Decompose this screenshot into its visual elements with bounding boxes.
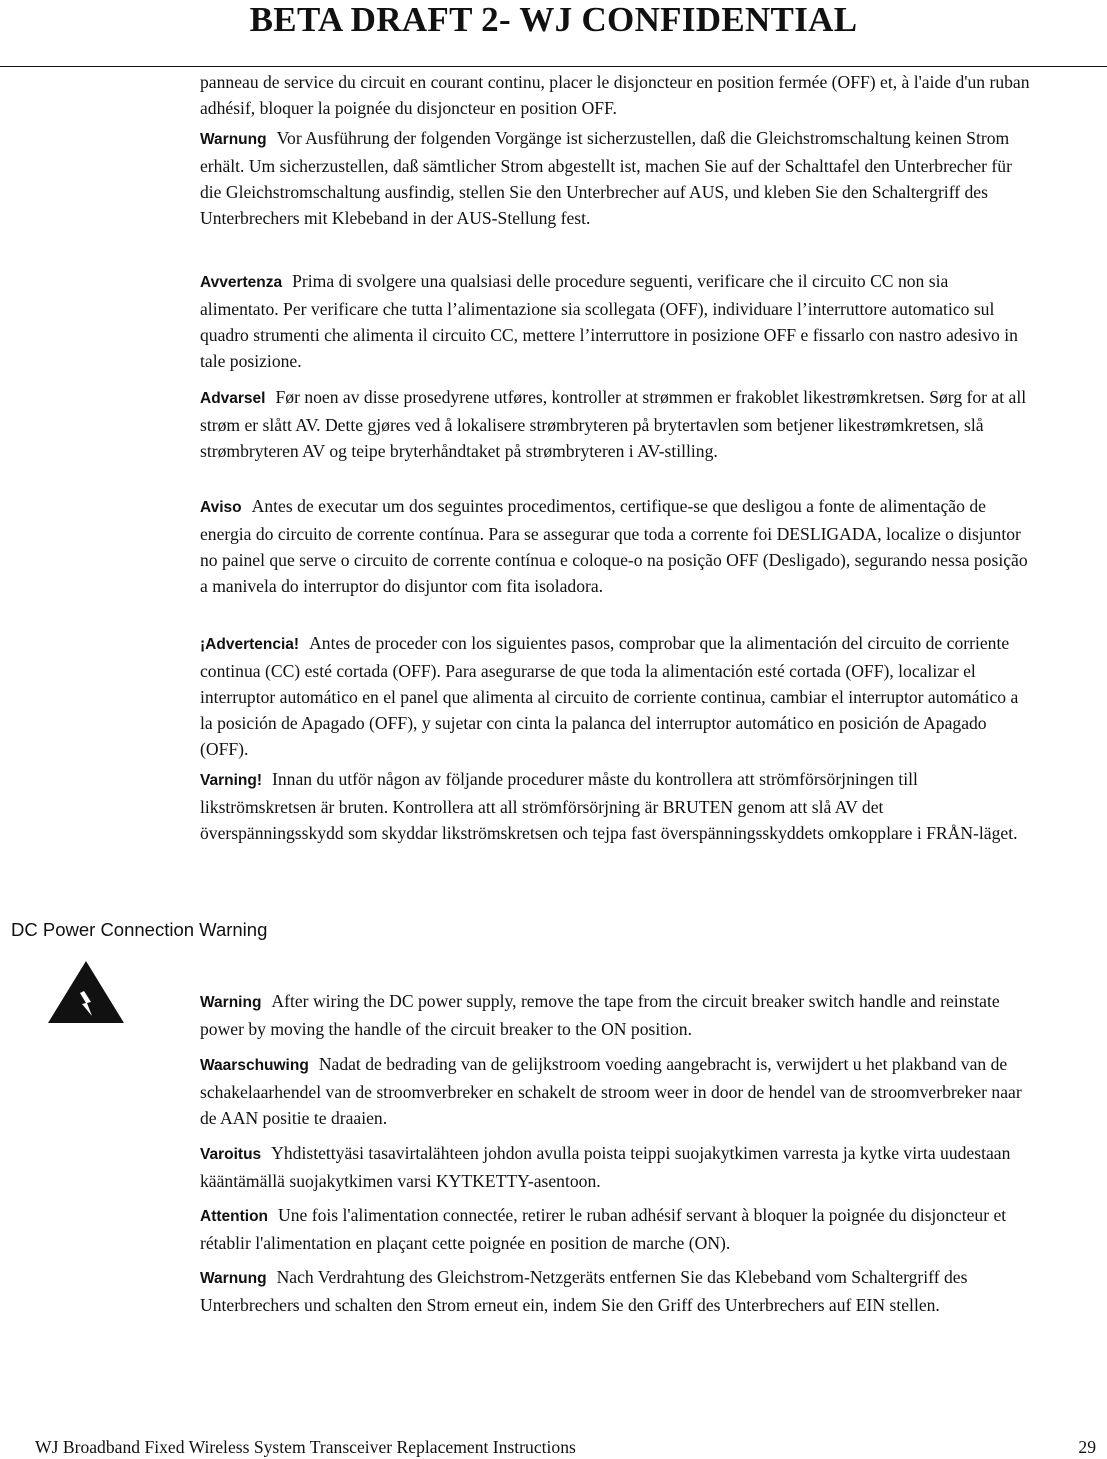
warning-label: Warnung bbox=[200, 131, 267, 148]
dc-warning-fr bbox=[200, 1202, 1030, 1256]
warning-text: Før noen av disse prosedyrene utføres, kontroller at strømmen er frakoblet likestrømkretsen. Sørg for at all strøm er slått AV. Dette gjøres ved å lokalisere strømbryteren på brytertavlen som betjener likestrømkretsen, slå strømbryteren AV og teipe bryterhåndtaket på strømbryteren i AV-stilling. bbox=[200, 387, 1027, 461]
warning-de bbox=[200, 125, 1030, 231]
warning-label: Waarschuwing bbox=[200, 1057, 309, 1074]
warning-label: Aviso bbox=[200, 499, 242, 516]
warning-text: After wiring the DC power supply, remove the tape from the circuit breaker switch handle and reinstate power by moving the handle of the circuit breaker to the ON position. bbox=[200, 991, 1000, 1039]
warning-text: Innan du utför någon av följande procedurer måste du kontrollera att strömförsörjningen till likströmskretsen är bruten. Kontrollera att all strömförsörjning är BRUTEN genom att slå AV det överspänningsskydd som skyddar likströmskretsen och tejpa fast överspänningsskyddets omkopplare i FRÅN-läget. bbox=[200, 769, 1018, 843]
warning-text: Antes de executar um dos seguintes procedimentos, certifique-se que desligou a fonte de alimentação de energia do circuito de corrente contínua. Para se assegurar que toda a corrente foi DESLIGADA, localize o disjuntor no painel que serve o circuito de corrente contínua e coloque-o na posição OFF (Desligado), segurando nessa posição a manivela do interruptor do disjuntor com fita isoladora. bbox=[200, 496, 1028, 596]
warning-label: Attention bbox=[200, 1208, 269, 1225]
warning-triangle-lightning-icon bbox=[47, 960, 125, 1024]
warning-text: Une fois l'alimentation connectée, retirer le ruban adhésif servant à bloquer la poignée du disjoncteur et rétablir l'alimentation en plaçant cette poignée en position de marche (ON). bbox=[200, 1205, 1007, 1253]
dc-warning-nl bbox=[200, 1051, 1030, 1131]
dc-warning-de bbox=[200, 1264, 1030, 1318]
dc-warning-fi bbox=[200, 1140, 1030, 1194]
warning-sv bbox=[200, 766, 1030, 846]
warning-label: Varoitus bbox=[200, 1146, 262, 1163]
continued-warning-text bbox=[200, 69, 1030, 121]
warning-text: Vor Ausführung der folgenden Vorgänge ist sicherzustellen, daß die Gleichstromschaltung keinen Strom erhält. Um sicherzustellen, daß sämtlicher Strom abgestellt ist, machen Sie auf der Schalttafel den Unterbrecher für die Gleichstromschaltung ausfindig, stellen Sie den Unterbrecher auf AUS, und kleben Sie den Schaltergriff des Unterbrechers mit Klebeband in der AUS-Stellung fest. bbox=[200, 128, 1012, 228]
header-divider bbox=[0, 66, 1107, 67]
warning-label: Warning bbox=[200, 994, 262, 1011]
warning-text: Nach Verdrahtung des Gleichstrom-Netzgeräts entfernen Sie das Klebeband vom Schaltergriff des Unterbrechers und schalten den Strom erneut ein, indem Sie den Griff des Unterbrechers auf EIN stellen. bbox=[200, 1267, 968, 1315]
warning-no bbox=[200, 384, 1030, 464]
warning-pt bbox=[200, 493, 1030, 599]
dc-warning-en bbox=[200, 988, 1030, 1042]
warning-label: Advarsel bbox=[200, 390, 266, 407]
page-header-title: BETA DRAFT 2- WJ CONFIDENTIAL bbox=[249, 0, 858, 39]
continued-paragraph: panneau de service du circuit en courant continu, placer le disjoncteur en position fermée (OFF) et, à l'aide d'un ruban adhésif, bloquer la poignée du disjoncteur en position OFF. bbox=[200, 72, 1030, 118]
footer-document-title: WJ Broadband Fixed Wireless System Transceiver Replacement Instructions bbox=[35, 1437, 576, 1457]
section-heading: DC Power Connection Warning bbox=[11, 919, 268, 940]
warning-label: Warnung bbox=[200, 1270, 267, 1287]
warning-label: Avvertenza bbox=[200, 274, 283, 291]
warning-label: ¡Advertencia! bbox=[200, 636, 300, 653]
warning-text: Nadat de bedrading van de gelijkstroom voeding aangebracht is, verwijdert u het plakband van de schakelaarhendel van de stroomverbreker en schakelt de stroom weer in door de hendel van de stroomverbreker naar de AAN positie te draaien. bbox=[200, 1054, 1022, 1128]
footer-page-number: 29 bbox=[1078, 1437, 1096, 1457]
warning-text: Antes de proceder con los siguientes pasos, comprobar que la alimentación del circuito de corriente continua (CC) esté cortada (OFF). Para asegurarse de que toda la alimentación esté cortada (OFF), localizar el interruptor automático en el panel que alimenta al circuito de corriente continua, cambiar el interruptor automático a la posición de Apagado (OFF), y sujetar con cinta la palanca del interruptor automático en posición de Apagado (OFF). bbox=[200, 633, 1019, 759]
warning-it bbox=[200, 268, 1030, 374]
warning-text: Prima di svolgere una qualsiasi delle procedure seguenti, verificare che il circuito CC non sia alimentato. Per verificare che tutta l’alimentazione sia scollegata (OFF), individuare l’interruttore automatico sul quadro strumenti che alimenta il circuito CC, mettere l’interruttore in posizione OFF e fissarlo con nastro adesivo in tale posizione. bbox=[200, 271, 1018, 371]
warning-es bbox=[200, 630, 1030, 762]
warning-text: Yhdistettyäsi tasavirtalähteen johdon avulla poista teippi suojakytkimen varresta ja kytke virta uudestaan kääntämällä suojakytkimen varsi KYTKETTY-asentoon. bbox=[200, 1143, 1011, 1191]
warning-label: Varning! bbox=[200, 772, 263, 789]
